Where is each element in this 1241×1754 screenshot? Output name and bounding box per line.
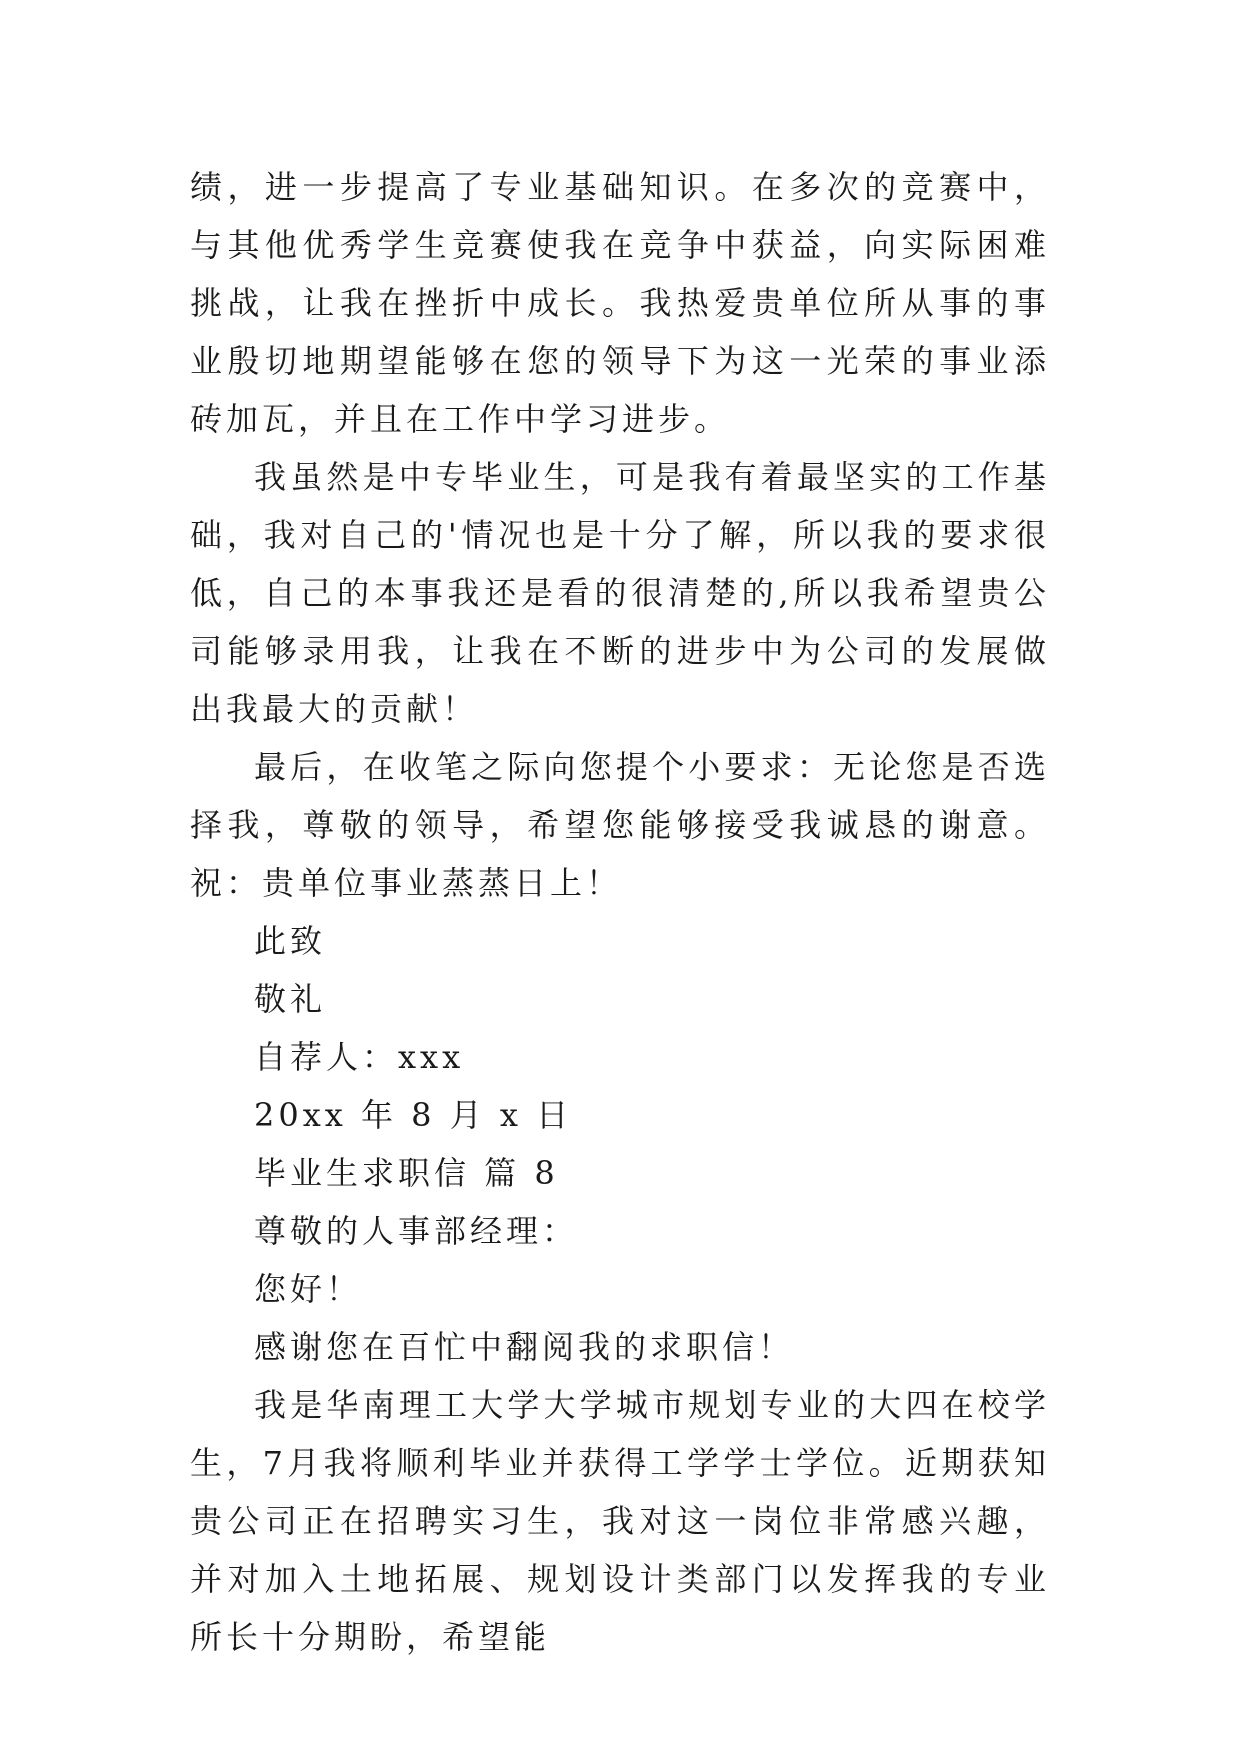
section-heading: 毕业生求职信 篇 8 xyxy=(254,1154,559,1192)
date-line: 20xx 年 8 月 x 日 xyxy=(254,1096,573,1134)
paragraph-1: 绩，进一步提高了专业基础知识。在多次的竞赛中，与其他优秀学生竞赛使我在竞争中获益，向实际困难挑战，让我在挫折中成长。我热爱贵单位所从事的事业殷切地期望能够在您的领导下为这一光荣的事业添砖加瓦，并且在工作中学习进步。 xyxy=(190,168,1050,438)
closing-greeting: 此致 xyxy=(254,922,327,960)
salutation-respect: 敬礼 xyxy=(254,980,327,1018)
signature-line: 自荐人：xxx xyxy=(254,1038,465,1076)
recipient-line: 尊敬的人事部经理： xyxy=(254,1212,579,1250)
paragraph-3: 最后，在收笔之际向您提个小要求：无论您是否选择我，尊敬的领导，希望您能够接受我诚恳的谢意。祝：贵单位事业蒸蒸日上！ xyxy=(190,748,1050,902)
thanks-line: 感谢您在百忙中翻阅我的求职信！ xyxy=(254,1328,795,1366)
greeting-line: 您好！ xyxy=(254,1270,363,1308)
paragraph-2: 我虽然是中专毕业生，可是我有着最坚实的工作基础，我对自己的'情况也是十分了解，所以我的要求很低，自己的本事我还是看的很清楚的,所以我希望贵公司能够录用我，让我在不断的进步中为公司的发展做出我最大的贡献！ xyxy=(190,458,1050,728)
document-body xyxy=(190,158,1050,1666)
paragraph-4: 我是华南理工大学大学城市规划专业的大四在校学生，7月我将顺利毕业并获得工学学士学位。近期获知贵公司正在招聘实习生，我对这一岗位非常感兴趣，并对加入土地拓展、规划设计类部门以发挥我的专业所长十分期盼，希望能 xyxy=(190,1386,1050,1656)
